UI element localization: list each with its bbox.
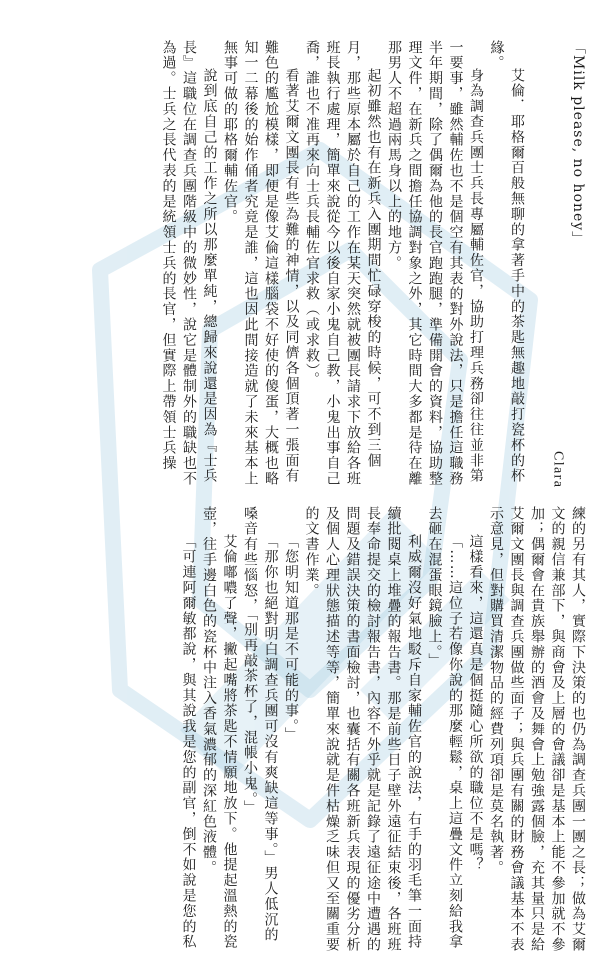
author-byline: Clara [550, 450, 566, 488]
paragraph: 練的另有其人，實際下決策的也仍為調查兵團一團之長；做為艾爾文的親信兼部下，與商會及上層的會議卻是基本上能不參加就不參加；偶爾會在貴族舉辦的酒會及舞會上勉強露個臉，充其量只是給艾爾文團長與調查兵團做些面子；與兵團有關的財務會議基本不表示意見，但對購買清潔物品的經費列項卻是莫名執著。 [488, 506, 586, 953]
paragraph: 說到底自己的工作之所以那麼單純，總歸來說還是因為『士兵長』這職位在調查兵團階級中的微妙性，說它是體制外的職缺也不為過。士兵之長代表的是統領士兵的長官，但實際上帶領士兵操 [160, 40, 218, 487]
paragraph: 看著艾爾文團長有些為難的神情，以及同儕各個頂著一張面有難色的尷尬模樣，即便是像艾倫這樣腦袋不好使的傻蛋，大概也略知一二幕後的始作俑者究竟是誰，這也因此間接造就了未來基本上無事可做的耶格爾輔佐官。 [222, 40, 300, 487]
paragraph: 利威爾沒好氣地駁斥自家輔佐官的說法，右手的羽毛筆一面持續批閱桌上堆疊的報告書。那是前些日子壁外遠征結束後，各班班長奉命提交的檢討報告書，內容不外乎就是記錄了遠征途中遭遇的問題及錯誤決策的書面檢討，也囊括有關各班新兵表現的優劣分析及個人心理狀態描述等等，簡單來說就是件枯燥乏味但又至關重要的文書作業。 [303, 506, 422, 953]
text-column-block-bottom [0, 506, 588, 954]
text-column-block-top [0, 40, 588, 488]
paragraph: 這樣看來，這還真是個挺隨心所欲的職位不是嗎？ [467, 534, 484, 873]
story-title: 「Milk please, no honey」 [570, 40, 586, 247]
paragraph: 身為調查兵團士兵長專屬輔佐官，協助打理兵務卻往往並非第一要事，雖然輔佐也不是個空有其表的對外說法，只是擔任這職務半年期間，除了偶爾為他的長官跑跑腿，準備開會的資料，協助整理文件，在新兵之間擔任協調對象之外，其它時間大多都是待在離那男人不超過兩馬身以上的地方。 [386, 40, 484, 487]
paragraph: 艾倫嘟噥了聲，撇起嘴將茶匙不情願地放下。他提起溫熱的瓷壺，往手邊白色的瓷杯中注入香氣濃郁的深紅色液體。 [201, 506, 238, 950]
paragraph: 艾倫．耶格爾百般無聊的拿著手中的茶匙無趣地敲打瓷杯的杯緣。 [488, 40, 525, 484]
paragraph: 「……這位子若像你說的那麼輕鬆，桌上這疊文件立刻給我拿去砸在混蛋眼鏡臉上。」 [426, 506, 463, 950]
paragraph: 「您明知道那是不可能的事。」 [283, 534, 299, 743]
paragraph: 「那你也絕對明白調查兵團可沒有爽缺這等事。」男人低沉的嗓音有些惱怒，「別再敲茶杯了，混帳小鬼。」 [242, 506, 279, 943]
paragraph: 起初雖然也有在新兵入團期間忙碌穿梭的時候，可不到三個月，那些原本屬於自己的工作在某天突然就被團長請求下放給各班班長執行處理，簡單來說從今以後自家小鬼自己教，小鬼出事自己喬，誰也不准再來向士兵長輔佐官求救（或求救）。 [304, 40, 382, 487]
paragraph: 「可連阿爾敏都說，與其說我是您的副官，倒不如說是您的私 [180, 534, 197, 950]
